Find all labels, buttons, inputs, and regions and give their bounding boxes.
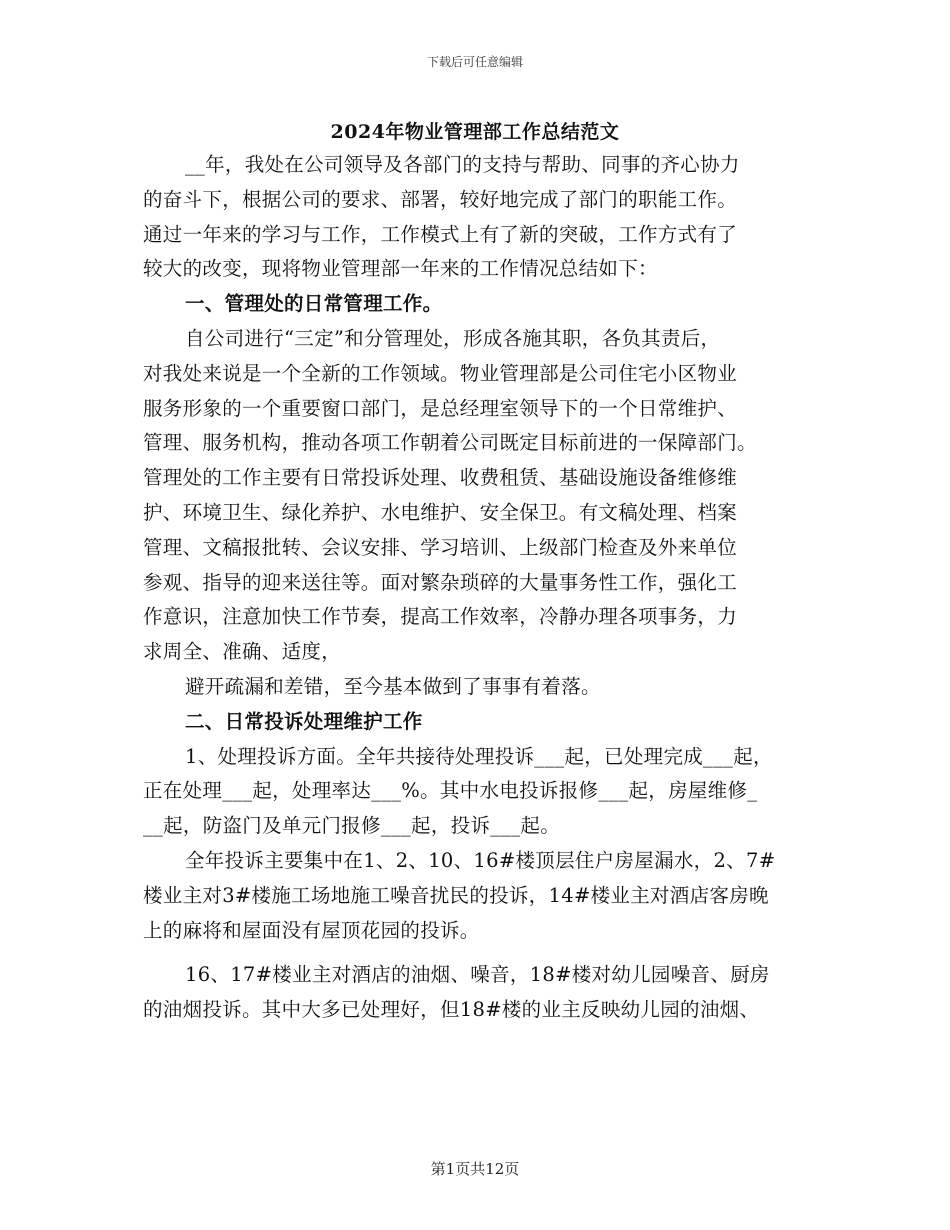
- paragraph-line: 的奋斗下，根据公司的要求、部署，较好地完成了部门的职能工作。: [143, 187, 738, 211]
- paragraph-line: 16、17#楼业主对酒店的油烟、噪音，18#楼对幼儿园噪音、厨房: [185, 963, 770, 987]
- paragraph-line: 服务形象的一个重要窗口部门，是总经理室领导下的一个日常维护、: [143, 396, 738, 420]
- document-body: [143, 148, 823, 1028]
- paragraph-line: 管理、服务机构，推动各项工作朝着公司既定目标前进的一保障部门。: [143, 431, 757, 455]
- paragraph-line: 自公司进行“三定”和分管理处，形成各施其职，各负其责后，: [185, 326, 721, 350]
- paragraph-line: 全年投诉主要集中在1、2、10、16#楼顶层住户房屋漏水，2、7#: [185, 848, 776, 872]
- paragraph-line: 管理处的工作主要有日常投诉处理、收费租赁、基础设施设备维修维: [143, 466, 738, 490]
- paragraph-line: 对我处来说是一个全新的工作领域。物业管理部是公司住宅小区物业: [143, 361, 738, 385]
- paragraph-line: 较大的改变，现将物业管理部一年来的工作情况总结如下：: [143, 257, 658, 281]
- paragraph-line: 参观、指导的迎来送往等。面对繁杂琐碎的大量事务性工作，强化工: [143, 570, 738, 594]
- paragraph-line: 正在处理___起，处理率达___%。其中水电投诉报修___起，房屋维修_: [143, 779, 758, 803]
- paragraph-line: __年，我处在公司领导及各部门的支持与帮助、同事的齐心协力: [185, 153, 740, 176]
- paragraph-line: 作意识，注意加快工作节奏，提高工作效率，冷静办理各项事务，力: [143, 605, 738, 629]
- section-heading: 二、日常投诉处理维护工作: [185, 709, 423, 733]
- paragraph-line: 护、环境卫生、绿化养护、水电维护、安全保卫。有文稿处理、档案: [143, 500, 738, 524]
- paragraph-line: __起，防盗门及单元门报修___起，投诉___起。: [143, 814, 560, 838]
- paragraph-line: 1、处理投诉方面。全年共接待处理投诉___起，已处理完成___起，: [185, 744, 773, 768]
- document-title: 2024年物业管理部工作总结范文: [330, 121, 620, 143]
- header-note: 下载后可任意编辑: [426, 55, 523, 69]
- paragraph-line: 的油烟投诉。其中大多已处理好，但18#楼的业主反映幼儿园的油烟、: [143, 998, 760, 1022]
- paragraph-line: 管理、文稿报批转、会议安排、学习培训、上级部门检查及外来单位: [143, 535, 738, 559]
- section-heading: 一、管理处的日常管理工作。: [185, 292, 443, 316]
- paragraph-line: 上的麻将和屋面没有屋顶花园的投诉。: [143, 918, 480, 942]
- paragraph-gap: [143, 948, 823, 958]
- paragraph-line: 求周全、准确、适度，: [143, 640, 342, 664]
- paragraph-line: 避开疏漏和差错，至今基本做到了事事有着落。: [185, 674, 601, 698]
- page-number: 第1页共12页: [430, 1160, 520, 1178]
- paragraph-line: 楼业主对3#楼施工场地施工噪音扰民的投诉，14#楼业主对酒店客房晚: [143, 883, 769, 907]
- paragraph-line: 通过一年来的学习与工作，工作模式上有了新的突破，工作方式有了: [143, 222, 738, 246]
